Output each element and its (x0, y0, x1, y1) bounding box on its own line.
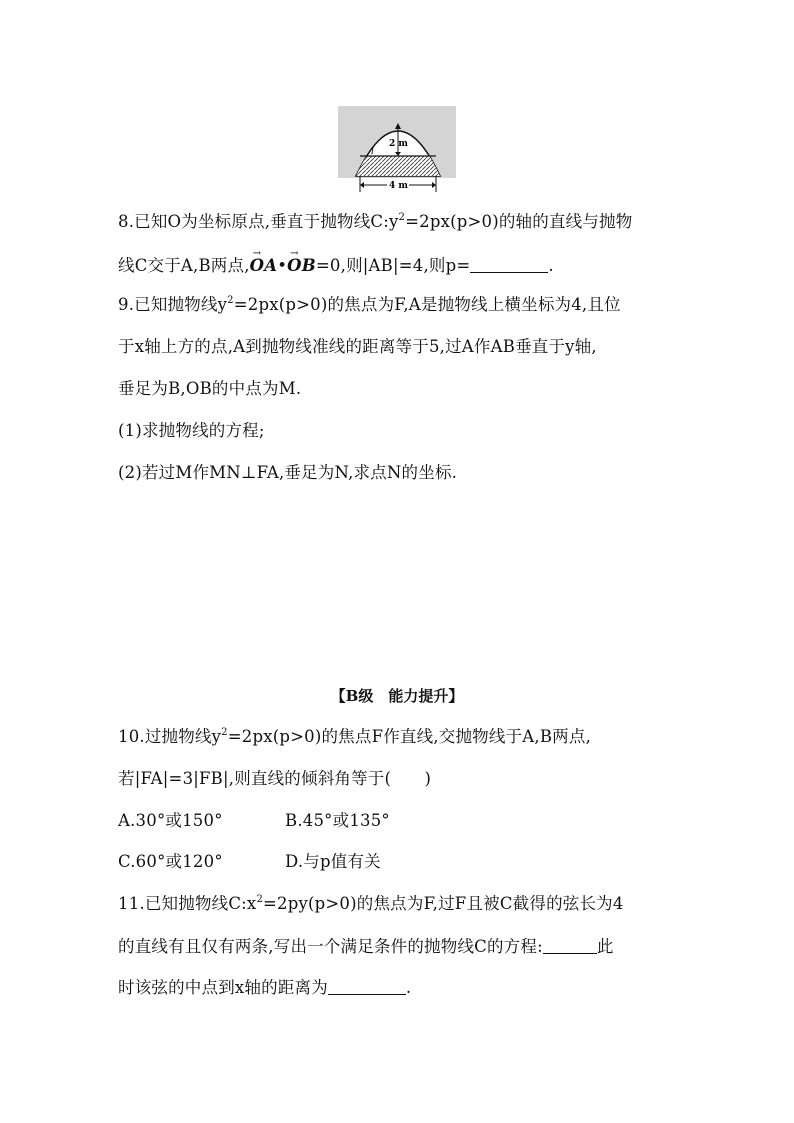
q9-line2: 于x轴上方的点,A到抛物线准线的距离等于5,过A作AB垂直于y轴, (118, 337, 597, 356)
q9-line3: 垂足为B,OB的中点为M. (118, 379, 302, 398)
q8-answer-blank[interactable] (470, 256, 548, 273)
q10-option-d[interactable]: D.与p值有关 (285, 852, 381, 871)
q8-line2: 线C交于A,B两点,→ OA•→ OB=0,则|AB|=4,则p= . (118, 255, 554, 277)
q9-part1: (1)求抛物线的方程; (118, 421, 265, 440)
q10-line1: 10.过抛物线$y^2=2px(p>0)$的焦点F作直线,交抛物线于A,B两点, (118, 727, 592, 746)
line-l-label: l (371, 147, 374, 157)
height-label: 2 m (389, 139, 408, 149)
q11-line1: 11.已知抛物线$C:x^2=2py(p>0)$的焦点为F,过F且被C截得的弦长为4 (118, 894, 624, 913)
q10-option-b[interactable]: B.45°或135° (285, 811, 390, 830)
q10-line2: 若|FA|=3|FB|,则直线的倾斜角等于( ) (118, 769, 432, 788)
q9-line1: 9.已知抛物线$y^2=2px(p>0)$的焦点为F,A是抛物线上横坐标为4,且位 (118, 295, 621, 314)
q11-equation-blank[interactable] (543, 937, 597, 954)
q8-line1: 8.已知O为坐标原点,垂直于抛物线$C:y^2=2px(p>0)$的轴的直线与抛物 (118, 212, 633, 231)
q10-option-a[interactable]: A.30°或150° (118, 811, 223, 830)
q11-line2: 的直线有且仅有两条,写出一个满足条件的抛物线C的方程: 此 (118, 937, 614, 956)
width-label: 4 m (389, 181, 408, 191)
q10-option-c[interactable]: C.60°或120° (118, 852, 223, 871)
q11-distance-blank[interactable] (328, 978, 406, 995)
vector-oa: → OA (250, 255, 278, 277)
section-title: 【B级 能力提升】 (330, 687, 464, 705)
q11-line3: 时该弦的中点到x轴的距离为 . (118, 978, 412, 997)
vector-ob: → OB (287, 255, 316, 277)
q9-part2: (2)若过M作MN⊥FA,垂足为N,求点N的坐标. (118, 463, 458, 482)
parabola-arch-figure (338, 106, 456, 192)
